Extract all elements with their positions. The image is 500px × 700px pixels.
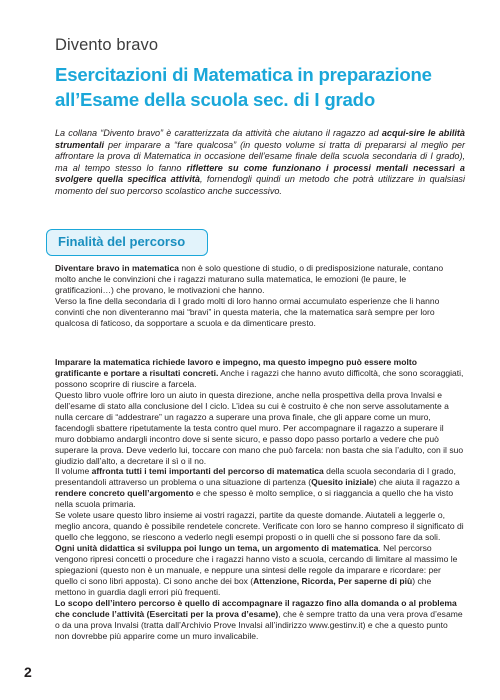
paragraph-2 xyxy=(55,357,464,467)
para1-bold-1: Diventare bravo in matematica xyxy=(55,263,179,273)
para3-bold-5: Attenzione, Ricorda, Per saperne di più xyxy=(253,576,413,586)
series-name: Divento bravo xyxy=(55,36,159,54)
paragraph-1 xyxy=(55,263,464,329)
para3-text-7: ) che mettono in guardia dagli errori più frequenti. xyxy=(55,576,432,597)
para3-bold-4: Ogni unità didattica si sviluppa poi lungo un tema, un argomento di matematica xyxy=(55,543,379,553)
para3-text-2: della scuola secondaria di I grado, presentandoli attraverso un problema o una situazione di partenza ( xyxy=(55,466,456,487)
para2-bold-1: Imparare la matematica richiede lavoro e impegno, ma questo impegno può essere molto gratificante e portare a risultati concreti. xyxy=(55,357,417,378)
para3-text-8: , che è sempre tratto da una vera prova d’esame o da una prova Invalsi (tratta dall’Archivio Prove Invalsi all’indirizzo www.gestinv.it) e che a questo punto non dovrebbe più apparire come un muro invalicabile. xyxy=(55,609,463,641)
page-number: 2 xyxy=(24,664,32,680)
intro-paragraph xyxy=(55,128,465,198)
para3-text-3: ) che aiuta il ragazzo a xyxy=(373,477,460,487)
section-heading: Finalità del percorso xyxy=(58,234,186,249)
para3-text-6: . Nel percorso vengono ripresi concetti o procedure che i ragazzi hanno visto a scuola, cercando di limitare al massimo le spiegazioni (questo non è un manuale, e neppure una sintesi delle regole da imparare e ricordare: per quello ci sono libri apposta). Ci sono anche dei box ( xyxy=(55,543,458,586)
section-heading-box xyxy=(46,229,208,256)
intro-text-1: La collana “Divento bravo” è caratterizzata da attività che aiutano il ragazzo ad xyxy=(55,128,382,138)
para3-text-4: e che spesso è molto semplice, o si riaggancia a quello che ha visto nella scuola primaria. xyxy=(55,488,454,509)
para3-bold-6: Lo scopo dell’intero percorso è quello di accompagnare il ragazzo fino alla domanda o al problema che conclude l’attività (Esercitati per la prova d’esame) xyxy=(55,598,457,619)
intro-text-2: per imparare a “fare qualcosa” (in questo volume si tratta di prepararsi al meglio per affrontare la prova di Matematica in occasione dell’esame finale della scuola secondaria di I grado), ma al tempo stesso lo fanno xyxy=(55,139,465,173)
paragraph-3 xyxy=(55,466,464,642)
page-title: Esercitazioni di Matematica in preparazione all’Esame della scuola sec. di I grado xyxy=(55,64,432,110)
para3-text-1: Il volume xyxy=(55,466,92,476)
para1-text-1: non è solo questione di studio, o di predisposizione naturale, contano molto anche le convinzioni che i ragazzi maturano sulla matematica, le emozioni (le paure, le gratificazioni…) che provano, le motivazioni che hanno. xyxy=(55,263,444,295)
para1-text-2: Verso la fine della secondaria di I grado molti di loro hanno ormai accumulato esperienze che li hanno convinti che non diventeranno mai “bravi” in questa materia, che la matematica sarà sempre per loro qualcosa di faticoso, da sopportare a scuola e da dimenticare presto. xyxy=(55,296,440,328)
intro-text-3: , fornendogli quindi un metodo che potrà utilizzare in qualsiasi momento del suo percorso scolastico anche successivo. xyxy=(55,174,466,196)
para3-bold-2: Quesito iniziale xyxy=(311,477,374,487)
para3-bold-3: rendere concreto quell’argomento xyxy=(55,488,194,498)
para2-text-2: Questo libro vuole offrire loro un aiuto in questa direzione, anche nella prospettiva della prova Invalsi e dell’esame di stato alla conclusione del I ciclo. L’idea su cui è costruito è che non serve assolutamente a nulla cercare di “addestrare” un ragazzo a superare una prova finale, che gli appare come un muro, facendogli sbattere ripetutamente la testa contro quel muro. Per accompagnare il ragazzo a superare il muro dobbiamo andargli incontro dove si sente sicuro, e passo dopo passo portarlo a vedere che può superare la prova. Deve vederlo lui, toccare con mano che può farcela: non basta che sia l’adulto, con il suo giudizio dall’alto, a decretare il sì o il no. xyxy=(55,390,464,466)
para3-text-5: Se volete usare questo libro insieme ai vostri ragazzi, partite da queste domande. Aiutateli a leggerle o, meglio ancora, quando è possibile rendetele concrete. Verificate con loro se hanno compreso il significato di quello che leggono, se riescono a vederlo negli esempi proposti o in quelli che si possono fare da soli. xyxy=(55,510,464,542)
intro-bold-2: riflettere su come funzionano i processi mentali necessari a svolgere quella specifica attività xyxy=(55,162,465,185)
para2-text-1: Anche i ragazzi che hanno avuto difficoltà, che sono scoraggiati, possono scoprire di riuscire a farcela. xyxy=(55,368,464,389)
intro-bold-1: acqui-sire le abilità strumentali xyxy=(55,128,465,150)
para3-bold-1: affronta tutti i temi importanti del percorso di matematica xyxy=(91,466,324,476)
